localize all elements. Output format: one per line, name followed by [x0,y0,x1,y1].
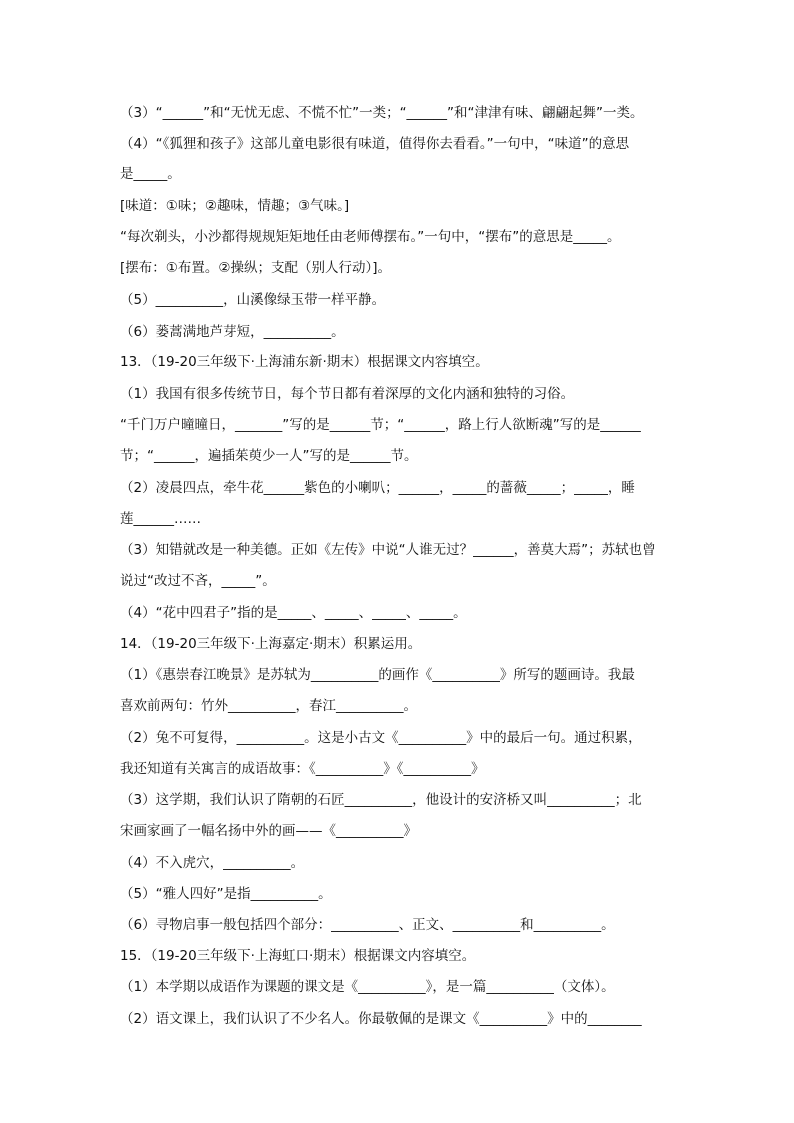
baibu-definition: [摆布：①布置。②操纵；支配（别人行动）]。 [120,260,391,276]
q13-3-line: （3）知错就改是一种美德。正如《左传》中说“人谁无过？______，善莫大焉”；苏轼也曾 [120,542,656,558]
q13-heading: 13．（19-20三年级下·上海浦东新·期末）根据课文内容填空。 [120,354,489,370]
baibu-sentence: “每次剃头，小沙都得规规矩矩地任由老师傅摆布。”一句中，“摆布”的意思是_____。 [120,229,621,245]
q14-3-line-cont: 宋画家画了一幅名扬中外的画——《__________》 [120,823,417,839]
q14-heading: 14．（19-20三年级下·上海嘉定·期末）积累运用。 [120,636,422,652]
q13-4-line: （4）“花中四君子”指的是_____、_____、_____、_____。 [120,605,467,621]
q15-heading: 15．（19-20三年级下·上海虹口·期末）根据课文内容填空。 [120,948,476,964]
q15-1-line: （1）本学期以成语作为课题的课文是《__________》，是一篇__________（文体）。 [120,979,615,995]
q12-4-line: （4）“《狐狸和孩子》这部儿童电影很有味道，值得你去看看。”一句中，“味道”的意思 [120,136,630,152]
q14-4-line: （4）不入虎穴，__________。 [120,855,305,871]
q14-1-line-cont: 喜欢前两句：竹外__________，春江__________。 [120,698,417,714]
q13-1-line-3: 节；“______，遍插茱萸少一人”写的是______节。 [120,448,418,464]
q14-6-line: （6）寻物启事一般包括四个部分：__________、正文、__________和__________。 [120,917,615,933]
q15-2-line: （2）语文课上，我们认识了不少名人。你最敬佩的是课文《__________》中的________ [120,1011,642,1027]
q12-5-line: （5）__________，山溪像绿玉带一样平静。 [120,292,386,308]
q14-2-line-cont: 我还知道有关寓言的成语故事：《__________》《__________》 [120,761,485,777]
weidao-definition: [味道：①味；②趣味，情趣；③气味。] [120,198,350,214]
q13-3-line-cont: 说过“改过不吝，_____”。 [120,573,276,589]
q14-5-line: （5）“雅人四好”是指__________。 [120,886,332,902]
q13-2-line-cont: 莲______…… [120,511,201,527]
q13-2-line: （2）凌晨四点，牵牛花______紫色的小喇叭；______，_____的蔷薇_____；_____，睡 [120,480,635,496]
q13-1-line: （1）我国有很多传统节日，每个节日都有着深厚的文化内涵和独特的习俗。 [120,386,575,402]
q13-1-line-2: “千门万户曈曈日，_______”写的是______节；“______，路上行人欲断魂”写的是______ [120,417,641,433]
q14-3-line: （3）这学期，我们认识了隋朝的石匠__________，他设计的安济桥又叫__________；北 [120,792,642,808]
q14-1-line: （1）《惠崇春江晚景》是苏轼为__________的画作《__________》所写的题画诗。我最 [120,667,635,683]
q12-3-line: （3）“______”和“无忧无虑、不慌不忙”一类；“______”和“津津有味、翩翩起舞”一类。 [120,105,644,121]
q12-4-line-cont: 是_____。 [120,166,181,182]
q12-6-line: （6）蒌蒿满地芦芽短，__________。 [120,324,345,340]
q14-2-line: （2）兔不可复得，__________。这是小古文《__________》中的最后一句。通过积累， [120,730,642,746]
